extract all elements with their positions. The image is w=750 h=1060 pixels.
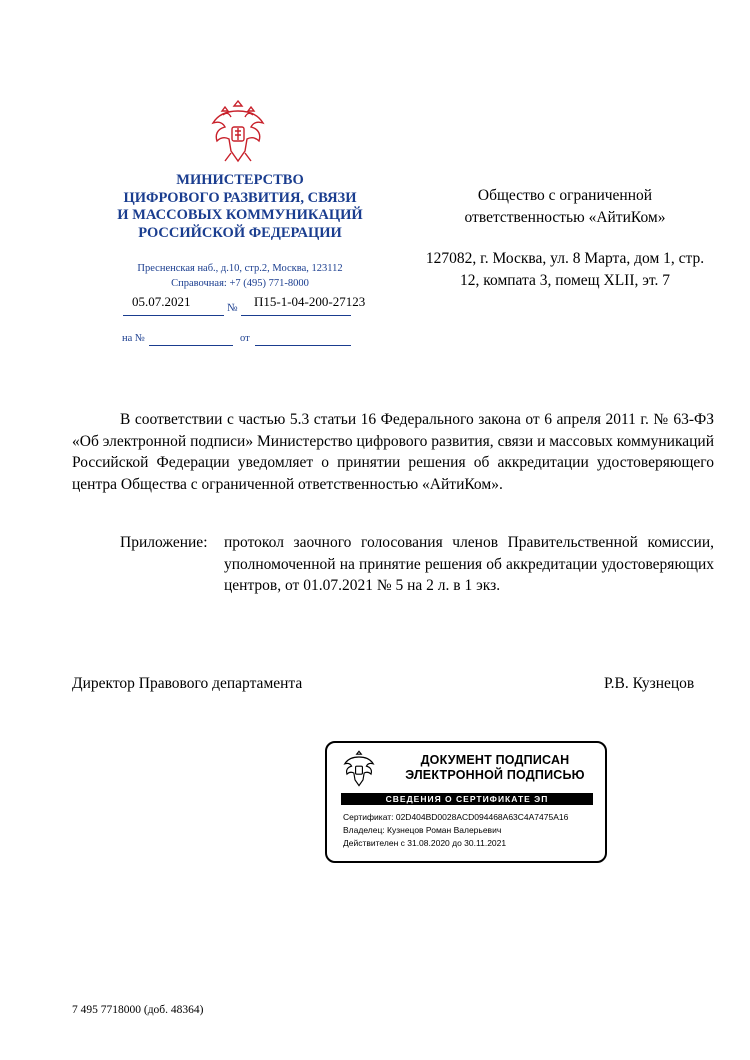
stamp-certificate-info <box>343 811 598 850</box>
coat-of-arms-icon <box>339 749 379 789</box>
reference-date-underline <box>255 345 351 346</box>
stamp-title-line: ЭЛЕКТРОННОЙ ПОДПИСЬЮ <box>405 768 585 782</box>
stamp-title <box>395 753 595 783</box>
ministry-line: ЦИФРОВОГО РАЗВИТИЯ, СВЯЗИ <box>123 189 357 206</box>
footer-contact: 7 495 7718000 (доб. 48364) <box>72 1004 204 1016</box>
reference-number-underline <box>149 345 233 346</box>
stamp-title-line: ДОКУМЕНТ ПОДПИСАН <box>420 753 570 767</box>
reference-number-label: на № <box>122 333 145 344</box>
ministry-name <box>95 172 385 242</box>
ministry-line: РОССИЙСКОЙ ФЕДЕРАЦИИ <box>138 224 342 241</box>
recipient-name <box>415 185 715 229</box>
certificate-owner: Владелец: Кузнецов Роман Валерьевич <box>343 825 502 835</box>
ministry-phone: Справочная: +7 (495) 771-8000 <box>171 278 309 289</box>
coat-of-arms-icon <box>209 97 267 167</box>
signer-name: Р.В. Кузнецов <box>604 675 695 692</box>
date-underline <box>123 315 224 316</box>
letter-body: В соответствии с частью 5.3 статьи 16 Федерального закона от 6 апреля 2011 г. № 63-ФЗ «Об электронной подписи» Министерство цифрового развития, связи и массовых коммуникаций Российской Федерации уведомляет о принятии решения об аккредитации удостоверяющего центра Общества с ограниченной ответственностью «АйтиКом». <box>72 411 714 493</box>
ministry-address: Пресненская наб., д.10, стр.2, Москва, 123112 <box>137 263 343 274</box>
ministry-address-block <box>95 261 385 291</box>
certificate-serial: Сертификат: 02D404BD0028ACD094468A63C4A7475A16 <box>343 812 569 822</box>
electronic-signature-stamp <box>325 741 607 863</box>
document-number: П15-1-04-200-27123 <box>254 294 366 309</box>
attachment-label: Приложение: <box>120 534 208 551</box>
number-label: № <box>227 302 238 314</box>
recipient-address: 127082, г. Москва, ул. 8 Марта, дом 1, стр. 12, компата 3, помещ XLII, эт. 7 <box>425 250 705 289</box>
reference-date-label: от <box>240 333 250 344</box>
recipient-name-line: Общество с ограниченной <box>477 187 653 204</box>
certificate-validity: Действителен с 31.08.2020 до 30.11.2021 <box>343 838 507 848</box>
document-date: 05.07.2021 <box>132 294 191 309</box>
recipient-name-line: ответственностью «АйтиКом» <box>464 209 666 226</box>
stamp-certificate-header: СВЕДЕНИЯ О СЕРТИФИКАТЕ ЭП <box>341 793 593 805</box>
ministry-line: И МАССОВЫХ КОММУНИКАЦИЙ <box>117 207 363 223</box>
ministry-line: МИНИСТЕРСТВО <box>176 172 304 188</box>
number-underline <box>241 315 351 316</box>
signer-role: Директор Правового департамента <box>72 675 303 692</box>
attachment-text: протокол заочного голосования членов Правительственной комиссии, уполномоченной на принятие решения об аккредитации удостоверяющих центров, от 01.07.2021 № 5 на 2 л. в 1 экз. <box>224 534 714 594</box>
